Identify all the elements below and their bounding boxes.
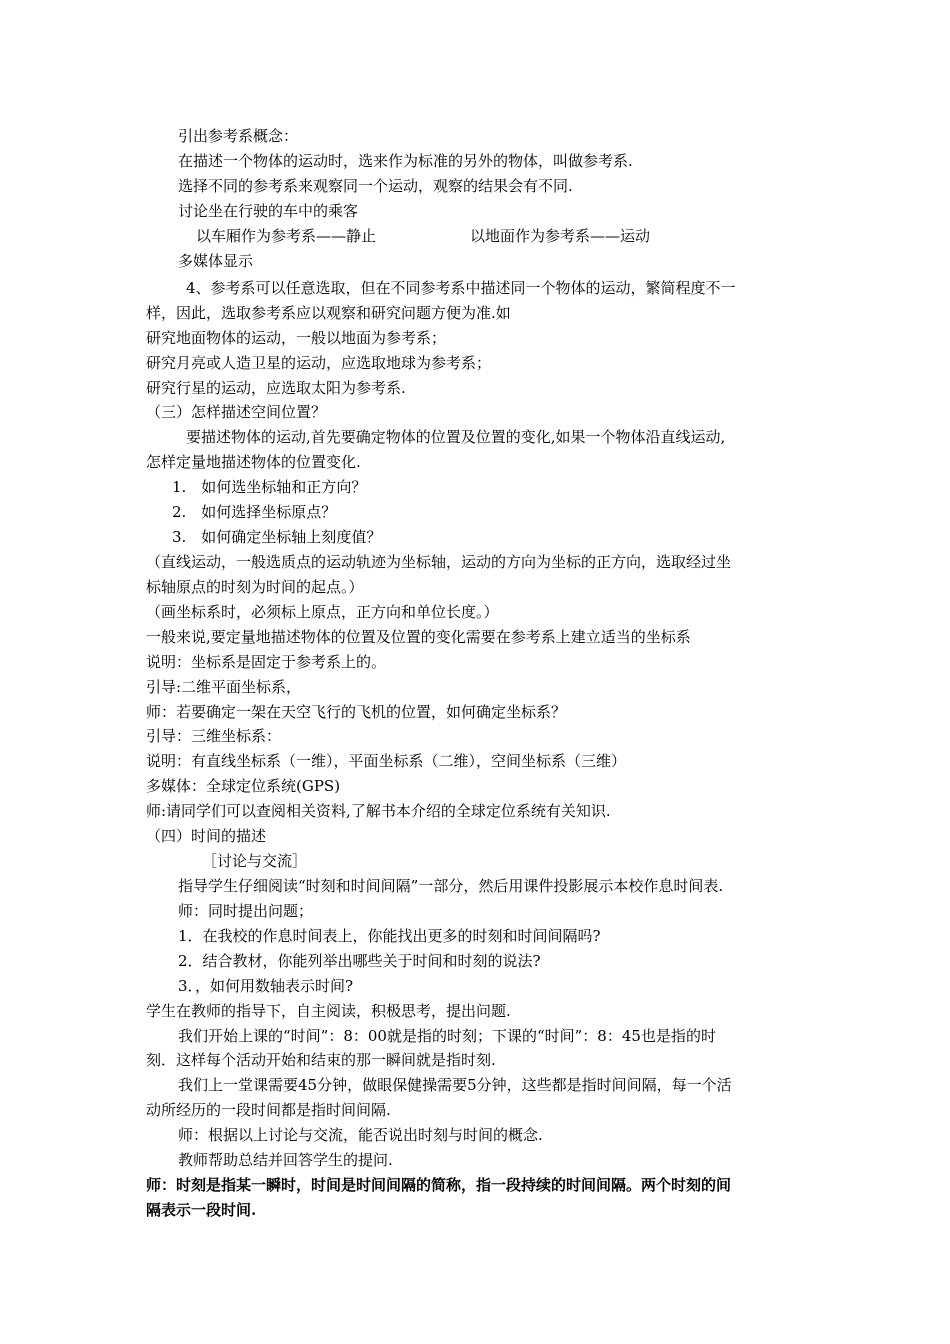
list-item: 3. 如何确定坐标轴上刻度值？ [172,528,382,546]
paragraph-line: 动所经历的一段时间都是指时间间隔. [146,1101,391,1119]
paragraph-line: 指导学生仔细阅读“时刻和时间间隔”一部分，然后用课件投影展示本校作息时间表. [178,877,724,895]
paragraph-line: 师：同时提出问题； [178,902,314,920]
paragraph-line: 师:请同学们可以查阅相关资料,了解书本介绍的全球定位系统有关知识. [146,802,611,820]
list-item: 2．结合教材，你能列举出哪些关于时间和时刻的说法? [178,952,541,970]
paragraph-line: 师：若要确定一架在天空飞行的飞机的位置，如何确定坐标系？ [146,703,567,721]
paragraph-line: 引出参考系概念： [178,127,299,145]
paragraph-line: 要描述物体的运动,首先要确定物体的位置及位置的变化,如果一个物体沿直线运动, [186,428,726,446]
discussion-heading: ［讨论与交流］ [202,852,308,870]
paragraph-line: （画坐标系时，必须标上原点，正方向和单位长度。） [146,603,499,621]
paragraph-line: 标轴原点的时刻为时间的起点。） [146,578,364,596]
conclusion-line: 师：时刻是指某一瞬时，时间是时间间隔的简称，指一段持续的时间间隔。两个时刻的间 [146,1176,732,1194]
paragraph-line: 研究行星的运动，应选取太阳为参考系. [146,379,406,397]
paragraph-line: 研究地面物体的运动，一般以地面为参考系； [146,329,447,347]
paragraph-line: 在描述一个物体的运动时，选来作为标准的另外的物体，叫做参考系. [178,152,633,170]
paragraph-line: 4、参考系可以任意选取，但在不同参考系中描述同一个物体的运动，繁简程度不一 [186,279,736,297]
paragraph-line: 样，因此，选取参考系应以观察和研究问题方便为准.如 [146,304,511,322]
paragraph-line: 怎样定量地描述物体的位置变化. [146,453,361,471]
section-heading: （三）怎样描述空间位置？ [146,403,327,421]
paragraph-line [196,224,650,248]
paragraph-line: 引导:二维平面坐标系， [146,678,302,696]
paragraph-line: 讨论坐在行驶的车中的乘客 [178,202,359,220]
list-item: 3．，如何用数轴表示时间? [178,977,354,995]
paragraph-line: 多媒体：全球定位系统(GPS) [146,777,341,795]
paragraph-line: 我们上一堂课需要45分钟，做眼保健操需要5分钟，这些都是指时间间隔，每一个活 [178,1076,732,1094]
paragraph-line: 说明：有直线坐标系（一维），平面坐标系（二维），空间坐标系（三维） [146,752,627,770]
paragraph-line: 选择不同的参考系来观察同一个运动，观察的结果会有不同. [178,177,573,195]
reference-frame-ground: 以地面作为参考系——运动 [470,227,651,245]
paragraph-line: （直线运动，一般选质点的运动轨迹为坐标轴，运动的方向为坐标的正方向，选取经过坐 [146,553,732,571]
paragraph-line: 学生在教师的指导下，自主阅读，积极思考，提出问题. [146,1002,511,1020]
list-item: 2. 如何选择坐标原点？ [172,503,337,521]
reference-frame-carriage: 以车厢作为参考系——静止 [196,227,377,245]
paragraph-line: 说明：坐标系是固定于参考系上的。 [146,653,387,671]
paragraph-line: 教师帮助总结并回答学生的提问. [178,1151,393,1169]
list-item: 1. 如何选坐标轴和正方向？ [172,478,367,496]
conclusion-line: 隔表示一段时间. [146,1201,257,1219]
section-heading: （四）时间的描述 [146,827,267,845]
paragraph-line: 一般来说,要定量地描述物体的位置及位置的变化需要在参考系上建立适当的坐标系 [146,628,691,646]
paragraph-line: 师：根据以上讨论与交流，能否说出时刻与时间的概念. [178,1126,543,1144]
paragraph-line: 我们开始上课的“时间”：8：00就是指的时刻；下课的“时间”：8：45也是指的时 [178,1027,716,1045]
paragraph-line: 研究月亮或人造卫星的运动，应选取地球为参考系； [146,354,492,372]
paragraph-line: 引导：三维坐标系： [146,727,282,745]
paragraph-line: 多媒体显示 [178,252,254,270]
list-item: 1．在我校的作息时间表上，你能找出更多的时刻和时间间隔吗? [178,927,601,945]
paragraph-line: 刻．这样每个活动开始和结束的那一瞬间就是指时刻. [146,1051,496,1069]
